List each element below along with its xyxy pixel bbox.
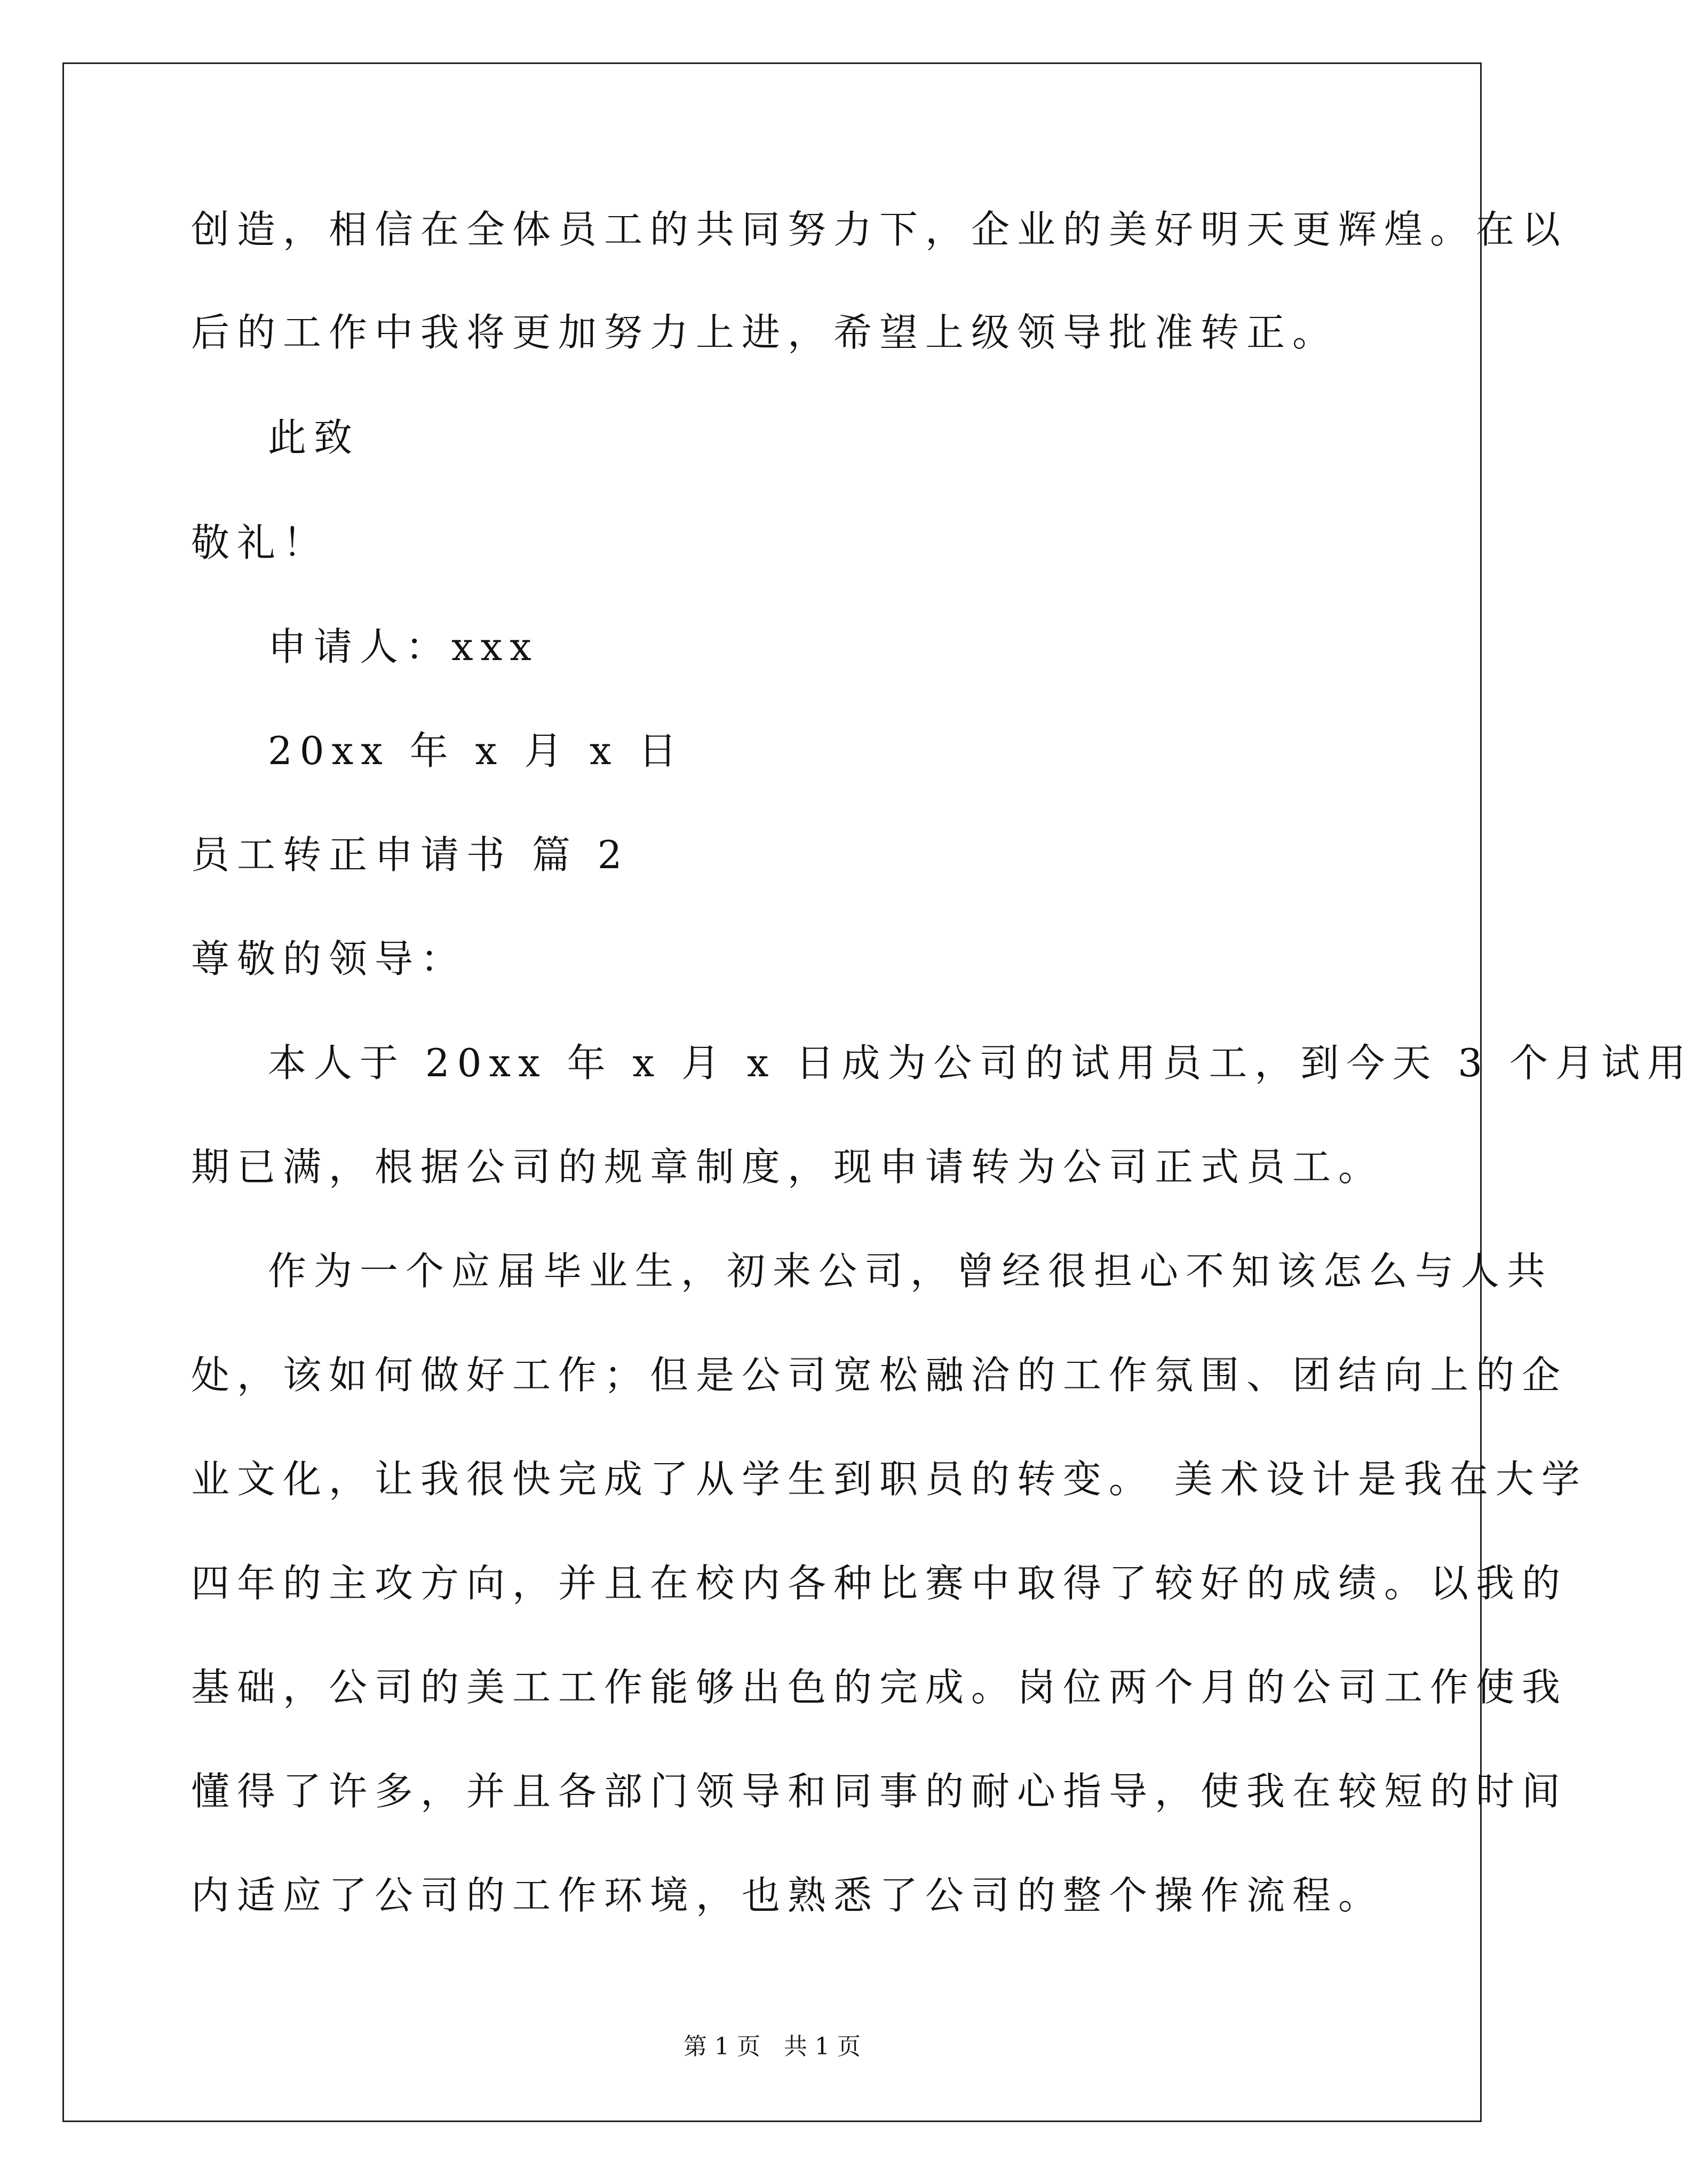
text-line: 作为一个应届毕业生，初来公司，曾经很担心不知该怎么与人共	[268, 1249, 1553, 1293]
section-heading: 员工转正申请书 篇 2	[191, 832, 630, 877]
text-line: 四年的主攻方向，并且在校内各种比赛中取得了较好的成绩。以我的	[191, 1561, 1568, 1606]
closing-regards: 敬礼！	[191, 520, 329, 565]
text-line: 基础，公司的美工工作能够出色的完成。岗位两个月的公司工作使我	[191, 1665, 1568, 1710]
text-line: 后的工作中我将更加努力上进，希望上级领导批准转正。	[191, 310, 1339, 355]
page-number-footer: 第 1 页 共 1 页	[683, 2033, 861, 2060]
closing-salutation: 此致	[268, 415, 360, 460]
text-line: 懂得了许多，并且各部门领导和同事的耐心指导，使我在较短的时间	[191, 1769, 1568, 1814]
text-line: 创造，相信在全体员工的共同努力下，企业的美好明天更辉煌。在以	[191, 207, 1568, 252]
text-line: 本人于 20xx 年 x 月 x 日成为公司的试用员工，到今天 3 个月试用	[268, 1041, 1693, 1085]
text-line: 期已满，根据公司的规章制度，现申请转为公司正式员工。	[191, 1145, 1385, 1189]
text-line: 内适应了公司的工作环境，也熟悉了公司的整个操作流程。	[191, 1873, 1385, 1918]
text-line: 处，该如何做好工作；但是公司宽松融洽的工作氛围、团结向上的企	[191, 1353, 1568, 1397]
text-line: 业文化，让我很快完成了从学生到职员的转变。 美术设计是我在大学	[191, 1457, 1587, 1502]
greeting: 尊敬的领导：	[191, 936, 467, 981]
signature-date: 20xx 年 x 月 x 日	[268, 728, 685, 773]
applicant-name: 申请人：xxx	[268, 624, 539, 669]
